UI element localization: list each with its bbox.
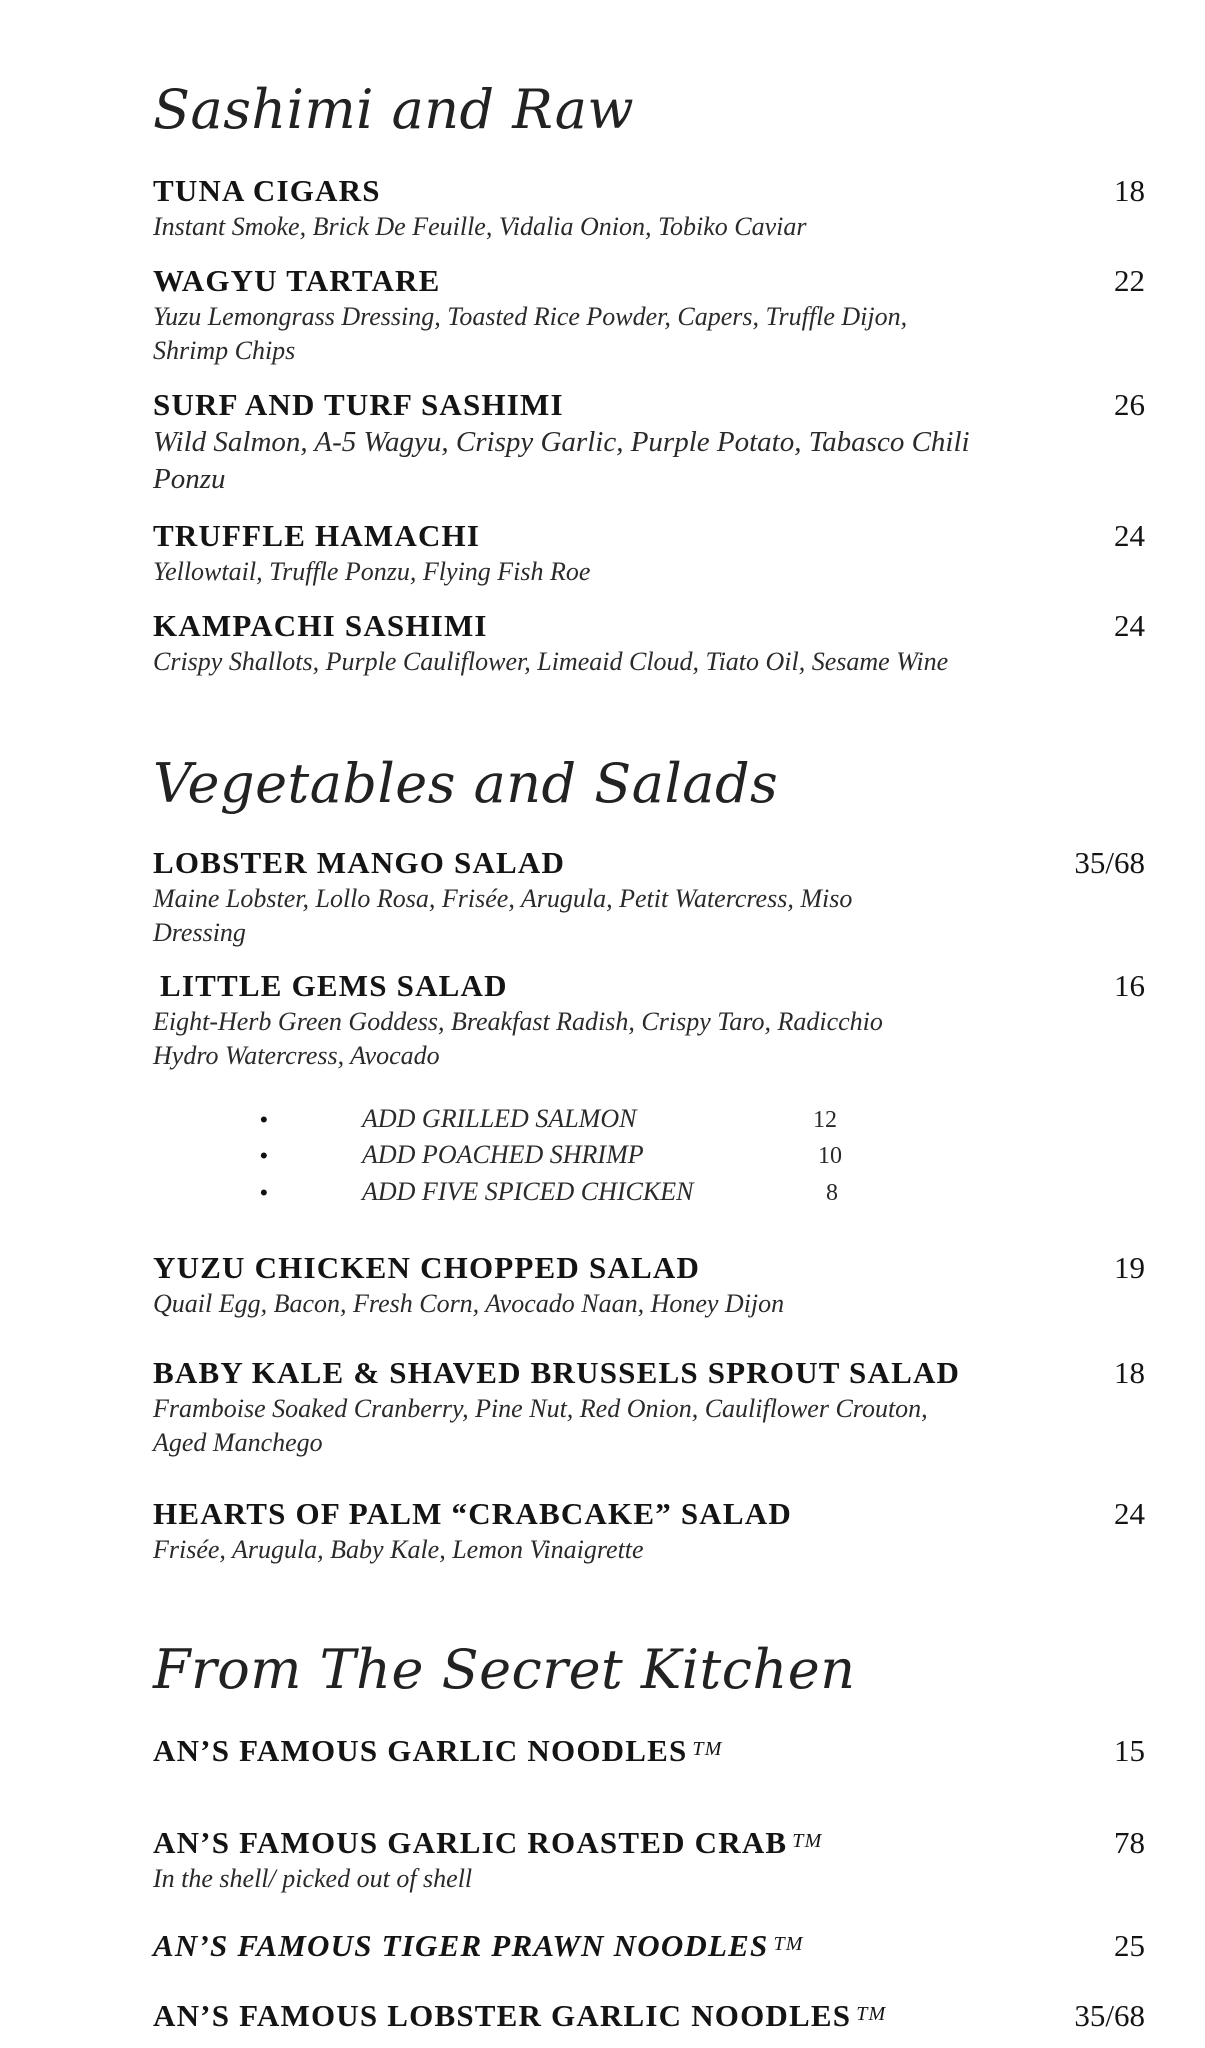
menu-item-name	[153, 1998, 886, 2034]
menu-item-price: 15	[1114, 1733, 1145, 1768]
addon-bullet: •	[260, 1143, 268, 1168]
menu-item-description: Yuzu Lemongrass Dressing, Toasted Rice Powder, Capers, Truffle Dijon, Shrimp Chips	[153, 302, 908, 365]
addon-bullet: •	[260, 1180, 268, 1205]
menu-item-name: WAGYU TARTARE	[153, 263, 441, 298]
menu-item-price: 35/68	[1074, 1998, 1145, 2033]
menu-item-name: KAMPACHI SASHIMI	[153, 608, 488, 643]
menu-item-name: TUNA CIGARS	[153, 173, 381, 208]
trademark-mark: TM	[773, 1933, 804, 1955]
menu-item-name: TRUFFLE HAMACHI	[153, 518, 481, 553]
menu-item-price: 18	[1114, 1355, 1145, 1390]
menu-item-price: 24	[1114, 1496, 1145, 1531]
menu-item-price: 18	[1114, 173, 1145, 208]
menu-item-name: LOBSTER MANGO SALAD	[153, 845, 566, 880]
menu-item-name	[153, 1928, 804, 1964]
menu-item-description: Eight-Herb Green Goddess, Breakfast Radish, Crispy Taro, Radicchio Hydro Watercress, Avocado	[153, 1007, 883, 1070]
addon-label: ADD FIVE SPICED CHICKEN	[362, 1177, 694, 1206]
addon-price: 10	[818, 1143, 842, 1169]
menu-item-price: 16	[1114, 968, 1145, 1003]
menu-item-price: 19	[1114, 1250, 1145, 1285]
menu-item-name	[153, 1825, 822, 1861]
menu-item-name-text: AN’S FAMOUS TIGER PRAWN NOODLES	[153, 1928, 769, 1963]
menu-item-price: 24	[1114, 608, 1145, 643]
menu-item-description: Wild Salmon, A-5 Wagyu, Crispy Garlic, Purple Potato, Tabasco Chili Ponzu	[153, 426, 970, 495]
menu-item-description: Yellowtail, Truffle Ponzu, Flying Fish Roe	[153, 557, 591, 586]
menu-item-name: HEARTS OF PALM “CRABCAKE” SALAD	[153, 1496, 792, 1531]
addon-price: 8	[826, 1180, 838, 1206]
addon-price: 12	[813, 1107, 837, 1133]
section-title-vegetables-and-salads: Vegetables and Salads	[153, 752, 779, 815]
menu-item-description: Quail Egg, Bacon, Fresh Corn, Avocado Naan, Honey Dijon	[153, 1289, 785, 1318]
menu-item-description: Frisée, Arugula, Baby Kale, Lemon Vinaigrette	[153, 1535, 644, 1564]
menu-item-description: Crispy Shallots, Purple Cauliflower, Limeaid Cloud, Tiato Oil, Sesame Wine	[153, 647, 949, 676]
menu-item-price: 35/68	[1074, 845, 1145, 880]
section-title-sashimi-and-raw: Sashimi and Raw	[153, 78, 635, 141]
menu-item-price: 26	[1114, 387, 1145, 422]
menu-item-description: In the shell/ picked out of shell	[153, 1864, 473, 1893]
menu-item-name-text: AN’S FAMOUS LOBSTER GARLIC NOODLES	[153, 1998, 852, 2033]
addon-bullet: •	[260, 1107, 268, 1132]
menu-item-price: 78	[1114, 1825, 1145, 1860]
trademark-mark: TM	[792, 1830, 823, 1852]
section-title-from-the-secret-kitchen: From The Secret Kitchen	[153, 1638, 856, 1701]
trademark-mark: TM	[692, 1738, 723, 1760]
addon-label: ADD GRILLED SALMON	[362, 1104, 637, 1133]
menu-item-name: LITTLE GEMS SALAD	[160, 968, 508, 1003]
menu-item-name-text: AN’S FAMOUS GARLIC ROASTED CRAB	[153, 1825, 788, 1860]
menu-item-description: Instant Smoke, Brick De Feuille, Vidalia Onion, Tobiko Caviar	[153, 212, 807, 241]
menu-item-description: Maine Lobster, Lollo Rosa, Frisée, Arugula, Petit Watercress, Miso Dressing	[153, 884, 853, 947]
trademark-mark: TM	[856, 2003, 887, 2025]
menu-item-price: 25	[1114, 1928, 1145, 1963]
menu-item-price: 22	[1114, 263, 1145, 298]
menu-item-name-text: AN’S FAMOUS GARLIC NOODLES	[153, 1733, 688, 1768]
menu-item-name: BABY KALE & SHAVED BRUSSELS SPROUT SALAD	[153, 1355, 961, 1390]
menu-item-price: 24	[1114, 518, 1145, 553]
menu-item-name: YUZU CHICKEN CHOPPED SALAD	[153, 1250, 701, 1285]
menu-item-name: SURF AND TURF SASHIMI	[153, 387, 564, 422]
addon-label: ADD POACHED SHRIMP	[362, 1140, 644, 1169]
menu-item-name	[153, 1733, 723, 1769]
menu-item-description: Framboise Soaked Cranberry, Pine Nut, Red Onion, Cauliflower Crouton, Aged Manchego	[153, 1394, 928, 1457]
